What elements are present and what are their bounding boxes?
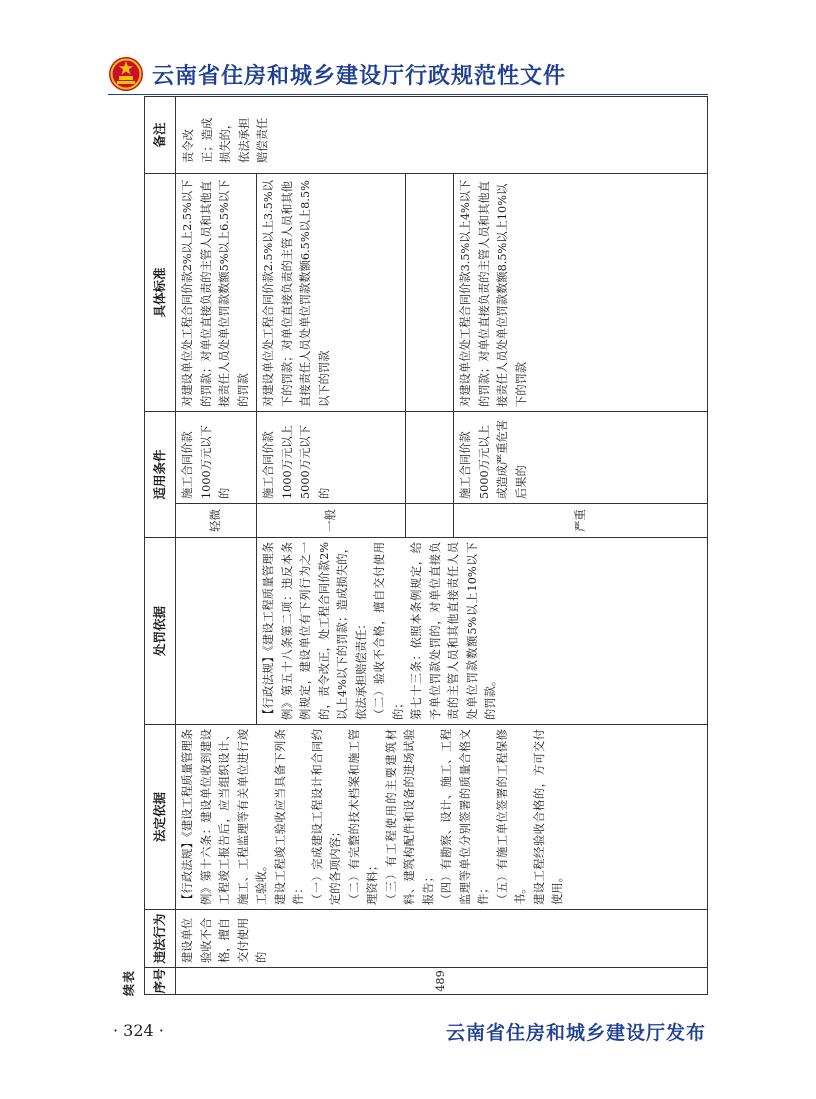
standard-severe: 对建设单位处工程合同价款3.5%以上4%以下的罚款；对单位直接负责的主管人员和其他直接责任人员处单位罚款数额8.5%以上10%以下的罚款: [454, 173, 708, 411]
legal-basis-para: （二）有完整的技术档案和施工管理资料；: [347, 729, 379, 905]
national-emblem-icon: [108, 56, 144, 92]
legal-basis-para: 建设工程竣工验收应当具备下列条件：: [273, 729, 305, 905]
standard-normal: 对建设单位处工程合同价款2.5%以上3.5%以下的罚款；对单位直接负责的主管人员和其他直接责任人员处单位罚款数额6.5%以上8.5%以下的罚款: [257, 173, 406, 411]
header-penalty-basis: 处罚依据: [145, 538, 176, 725]
penalty-basis-para: 【行政法规】《建设工程质量管理条例》第五十八条第二项：违反本条例规定，建设单位有下列行为之一的，责令改正，处工程合同价款2%以上4%以下的罚款；造成损失的，依法承担赔偿责任：: [262, 542, 368, 720]
row-legal-basis: [176, 725, 708, 910]
level-severe: 严重: [454, 504, 708, 538]
level-blank-cell: [406, 504, 454, 538]
continued-label: 续表: [122, 969, 136, 996]
legal-basis-para: （五）有施工单位签署的工程保修书。: [495, 729, 527, 905]
header-title: 云南省住房和城乡建设厅行政规范性文件: [152, 63, 567, 89]
page-header: [108, 52, 566, 96]
condition-blank-cell: [406, 411, 454, 503]
standard-light: 对建设单位处工程合同价款2%以上2.5%以下的罚款；对单位直接负责的主管人员和其他直接责任人员处单位罚款数额5%以上6.5%以下的罚款: [176, 173, 257, 411]
header-act: 违法行为: [145, 910, 176, 968]
level-normal: 一般: [257, 504, 406, 538]
condition-severe: 施工合同价款5000万元以上或造成严重危害后果的: [454, 411, 708, 503]
legal-basis-para: 建设工程经验收合格的，方可交付使用。: [532, 729, 564, 905]
penalty-basis-para: （二）验收不合格，擅自交付使用的；: [373, 542, 405, 720]
penalty-standard-table: [144, 96, 708, 995]
row-penalty-basis: [257, 538, 708, 725]
row-note: 责令改正；造成损失的，依法承担赔偿责任: [176, 96, 708, 173]
page-number: · 324 ·: [113, 1021, 164, 1040]
header-legal-basis: 法定依据: [145, 725, 176, 910]
header-divider: [108, 94, 708, 95]
level-light: 轻微: [176, 504, 257, 538]
header-standard: 具体标准: [145, 173, 176, 411]
header-seq: 序号: [145, 968, 176, 995]
penalty-basis-para: 第七十三条：依照本条例规定，给予单位罚款处罚的，对单位直接负责的主管人员和其他直接责任人员处单位罚款数额5%以上10%以下的罚款。: [410, 542, 497, 720]
legal-basis-para: （一）完成建设工程设计和合同约定的各项内容；: [310, 729, 342, 905]
header-note: 备注: [145, 96, 176, 173]
header-condition: 适用条件: [145, 411, 176, 537]
table-row: [176, 96, 257, 994]
rotated-table-container: [118, 97, 708, 995]
legal-basis-para: 【行政法规】《建设工程质量管理条例》第十六条：建设单位收到建设工程竣工报告后，应当组织设计、施工、工程监理等有关单位进行竣工验收。: [181, 729, 268, 905]
standard-blank-cell: [406, 173, 454, 411]
condition-normal: 施工合同价款1000万元以上5000万元以下的: [257, 411, 406, 503]
row-seq: 489: [176, 968, 708, 995]
legal-basis-para: （三）有工程使用的主要建筑材料、建筑构配件和设备的进场试验报告；: [384, 729, 435, 905]
table-header-row: [145, 96, 176, 994]
condition-light: 施工合同价款1000万元以下的: [176, 411, 257, 503]
penalty-basis-blank-cell: [176, 538, 257, 725]
footer-publisher: 云南省住房和城乡建设厅发布: [445, 1022, 706, 1044]
legal-basis-para: （四）有勘察、设计、施工、工程监理等单位分别签署的质量合格文件；: [440, 729, 490, 905]
row-act: 建设单位验收不合格，擅自交付使用的: [176, 910, 708, 968]
